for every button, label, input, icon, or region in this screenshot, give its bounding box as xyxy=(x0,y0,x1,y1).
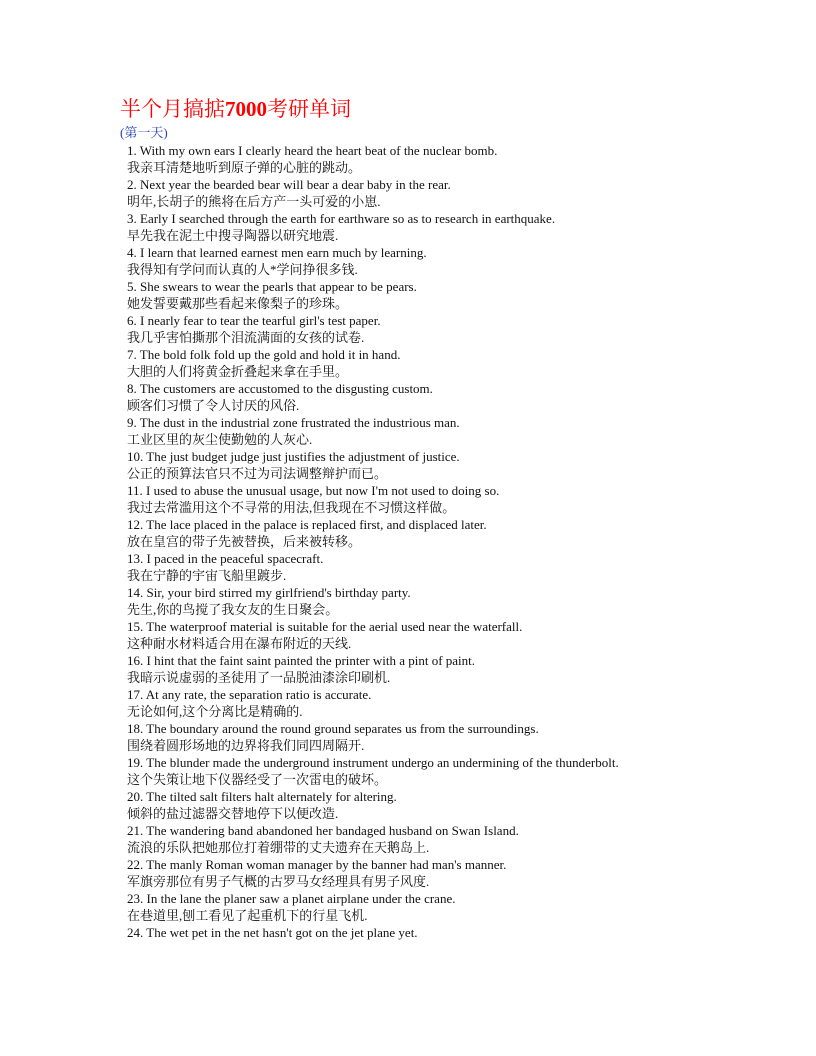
english-sentence: 10. The just budget judge just justifies the adjustment of justice. xyxy=(127,449,460,464)
english-sentence: 15. The waterproof material is suitable for the aerial used near the waterfall. xyxy=(127,619,523,634)
english-sentence: 19. The blunder made the underground instrument undergo an undermining of the thunderbolt. xyxy=(127,755,619,770)
chinese-translation: 这个失策让地下仪器经受了一次雷电的破坏。 xyxy=(127,772,388,787)
chinese-translation: 工业区里的灰尘使勤勉的人灰心. xyxy=(127,432,313,447)
sentence-entry xyxy=(127,516,797,550)
sentence-entry xyxy=(127,550,797,584)
sentence-entry xyxy=(127,924,797,941)
sentence-entry xyxy=(127,754,797,788)
chinese-translation: 流浪的乐队把她那位打着绷带的丈夫遗弃在天鹅岛上. xyxy=(127,840,430,855)
english-sentence: 18. The boundary around the round ground separates us from the surroundings. xyxy=(127,721,539,736)
sentence-entry xyxy=(127,142,797,176)
sentence-entry xyxy=(127,278,797,312)
english-sentence: 20. The tilted salt filters halt alternately for altering. xyxy=(127,789,397,804)
chinese-translation: 我亲耳清楚地听到原子弹的心脏的跳动。 xyxy=(127,160,362,175)
sentence-entry xyxy=(127,890,797,924)
chinese-translation: 早先我在泥土中搜寻陶器以研究地震. xyxy=(127,228,339,243)
sentence-entry xyxy=(127,244,797,278)
chinese-translation: 军旗旁那位有男子气概的古罗马女经理具有男子风度. xyxy=(127,874,430,889)
english-sentence: 21. The wandering band abandoned her bandaged husband on Swan Island. xyxy=(127,823,519,838)
chinese-translation: 明年,长胡子的熊将在后方产一头可爱的小崽. xyxy=(127,194,381,209)
english-sentence: 5. She swears to wear the pearls that appear to be pears. xyxy=(127,279,417,294)
english-sentence: 13. I paced in the peaceful spacecraft. xyxy=(127,551,324,566)
chinese-translation: 我过去常滥用这个不寻常的用法,但我现在不习惯这样做。 xyxy=(127,500,456,515)
sentence-entry xyxy=(127,856,797,890)
sentence-entry xyxy=(127,618,797,652)
page-title xyxy=(120,96,351,122)
sentence-entry xyxy=(127,686,797,720)
chinese-translation: 她发誓要戴那些看起来像梨子的珍珠。 xyxy=(127,296,349,311)
english-sentence: 24. The wet pet in the net hasn't got on the jet plane yet. xyxy=(127,925,418,940)
chinese-translation: 顾客们习惯了令人讨厌的风俗. xyxy=(127,398,300,413)
english-sentence: 16. I hint that the faint saint painted the printer with a pint of paint. xyxy=(127,653,476,668)
sentence-entry xyxy=(127,720,797,754)
chinese-translation: 先生,你的鸟搅了我女友的生日聚会。 xyxy=(127,602,339,617)
chinese-translation: 我暗示说虚弱的圣徒用了一品脱油漆涂印刷机. xyxy=(127,670,391,685)
sentence-entry xyxy=(127,346,797,380)
title-prefix: 半个月搞掂 xyxy=(120,97,225,121)
chinese-translation: 我得知有学问而认真的人*学问挣很多钱. xyxy=(127,262,358,277)
sentence-entry xyxy=(127,176,797,210)
sentence-entry xyxy=(127,788,797,822)
day-subtitle: (第一天) xyxy=(120,125,168,140)
sentence-entry xyxy=(127,584,797,618)
english-sentence: 6. I nearly fear to tear the tearful girl's test paper. xyxy=(127,313,381,328)
english-sentence: 1. With my own ears I clearly heard the heart beat of the nuclear bomb. xyxy=(127,143,498,158)
chinese-translation: 我在宁静的宇宙飞船里踱步. xyxy=(127,568,287,583)
chinese-translation: 围绕着圆形场地的边界将我们同四周隔开. xyxy=(127,738,365,753)
sentence-entry xyxy=(127,312,797,346)
sentence-entry xyxy=(127,822,797,856)
chinese-translation: 在巷道里,刨工看见了起重机下的行星飞机. xyxy=(127,908,368,923)
english-sentence: 12. The lace placed in the palace is replaced first, and displaced later. xyxy=(127,517,487,532)
chinese-translation: 我几乎害怕撕那个泪流满面的女孩的试卷. xyxy=(127,330,365,345)
sentence-entry xyxy=(127,414,797,448)
sentence-entry xyxy=(127,652,797,686)
english-sentence: 22. The manly Roman woman manager by the banner had man's manner. xyxy=(127,857,507,872)
chinese-translation: 这种耐水材料适合用在瀑布附近的天线. xyxy=(127,636,352,651)
english-sentence: 17. At any rate, the separation ratio is accurate. xyxy=(127,687,372,702)
sentence-entry xyxy=(127,482,797,516)
sentence-entry xyxy=(127,210,797,244)
chinese-translation: 大胆的人们将黄金折叠起来拿在手里。 xyxy=(127,364,349,379)
sentence-list xyxy=(127,142,797,941)
english-sentence: 4. I learn that learned earnest men earn much by learning. xyxy=(127,245,427,260)
sentence-entry xyxy=(127,380,797,414)
title-suffix: 考研单词 xyxy=(267,97,351,121)
english-sentence: 9. The dust in the industrial zone frustrated the industrious man. xyxy=(127,415,460,430)
sentence-entry xyxy=(127,448,797,482)
chinese-translation: 公正的预算法官只不过为司法调整辩护而已。 xyxy=(127,466,388,481)
english-sentence: 2. Next year the bearded bear will bear a dear baby in the rear. xyxy=(127,177,451,192)
title-number: 7000 xyxy=(225,97,267,121)
english-sentence: 3. Early I searched through the earth for earthware so as to research in earthquake. xyxy=(127,211,556,226)
english-sentence: 11. I used to abuse the unusual usage, but now I'm not used to doing so. xyxy=(127,483,500,498)
english-sentence: 23. In the lane the planer saw a planet airplane under the crane. xyxy=(127,891,456,906)
english-sentence: 7. The bold folk fold up the gold and hold it in hand. xyxy=(127,347,401,362)
chinese-translation: 倾斜的盐过滤器交替地停下以便改造. xyxy=(127,806,339,821)
chinese-translation: 无论如何,这个分离比是精确的. xyxy=(127,704,303,719)
english-sentence: 14. Sir, your bird stirred my girlfriend's birthday party. xyxy=(127,585,411,600)
english-sentence: 8. The customers are accustomed to the disgusting custom. xyxy=(127,381,433,396)
chinese-translation: 放在皇宫的带子先被替换，后来被转移。 xyxy=(127,534,362,549)
